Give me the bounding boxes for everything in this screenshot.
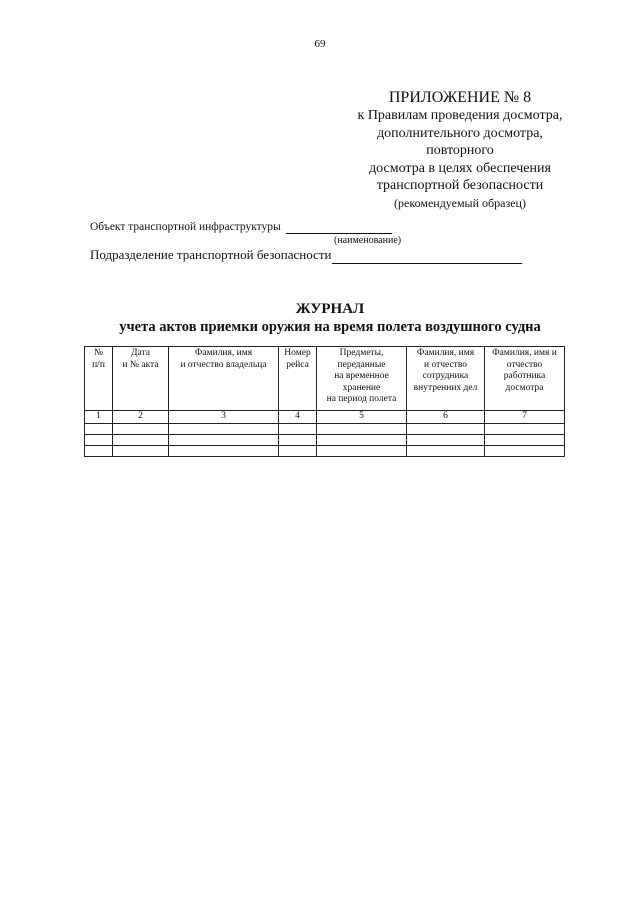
- header-cell: Номер рейса: [279, 347, 317, 411]
- security-division-label: Подразделение транспортной безопасности: [90, 247, 332, 262]
- table-row: [85, 423, 565, 434]
- table-cell[interactable]: [317, 445, 407, 456]
- infrastructure-object-label: Объект транспортной инфраструктуры: [90, 221, 281, 233]
- table-cell[interactable]: [279, 423, 317, 434]
- header-cell: Фамилия, имя и отчество работника досмотра: [485, 347, 565, 411]
- appendix-line: повторного: [426, 143, 494, 158]
- security-division-blank: [332, 247, 522, 264]
- table-cell[interactable]: [279, 434, 317, 445]
- register-table: [84, 346, 565, 457]
- column-number: 1: [85, 411, 113, 424]
- table-row: [85, 445, 565, 456]
- security-division-field: [90, 247, 522, 264]
- table-cell[interactable]: [113, 434, 169, 445]
- table-cell[interactable]: [317, 423, 407, 434]
- column-number: 6: [407, 411, 485, 424]
- table-cell[interactable]: [407, 434, 485, 445]
- appendix-note: (рекомендуемый образец): [394, 195, 526, 210]
- infrastructure-object-field: [90, 221, 392, 234]
- table-cell[interactable]: [407, 445, 485, 456]
- header-cell: Предметы, переданные на временное хранение на период полета: [317, 347, 407, 411]
- column-number: 3: [169, 411, 279, 424]
- table-cell[interactable]: [85, 434, 113, 445]
- table-cell[interactable]: [113, 445, 169, 456]
- header-cell: Фамилия, имя и отчество сотрудника внутренних дел: [407, 347, 485, 411]
- table-cell[interactable]: [407, 423, 485, 434]
- column-number: 5: [317, 411, 407, 424]
- column-number: 7: [485, 411, 565, 424]
- naming-caption: (наименование): [334, 235, 402, 246]
- table-cell[interactable]: [169, 445, 279, 456]
- table-cell[interactable]: [85, 445, 113, 456]
- table-cell[interactable]: [113, 423, 169, 434]
- appendix-line: дополнительного досмотра,: [377, 125, 543, 141]
- appendix-line: транспортной безопасности: [376, 178, 544, 193]
- column-number: 2: [113, 411, 169, 424]
- header-cell: № п/п: [85, 347, 113, 411]
- table-row: [85, 434, 565, 445]
- table-cell[interactable]: [317, 434, 407, 445]
- table-cell[interactable]: [485, 445, 565, 456]
- column-number: 4: [279, 411, 317, 424]
- column-number-row: [85, 411, 565, 424]
- table-cell[interactable]: [279, 445, 317, 456]
- table-cell[interactable]: [169, 423, 279, 434]
- table-cell[interactable]: [169, 434, 279, 445]
- infrastructure-object-blank: [286, 221, 392, 234]
- appendix-line: к Правилам проведения досмотра,: [357, 108, 563, 123]
- appendix-block: [330, 88, 590, 211]
- page-number: 69: [314, 38, 326, 50]
- appendix-line: досмотра в целях обеспечения: [369, 160, 551, 176]
- journal-title: ЖУРНАЛ: [295, 301, 365, 317]
- header-cell: Дата и № акта: [113, 347, 169, 411]
- header-cell: Фамилия, имя и отчество владельца: [169, 347, 279, 411]
- table-cell[interactable]: [85, 423, 113, 434]
- journal-subtitle: учета актов приемки оружия на время полета воздушного судна: [119, 319, 541, 335]
- table-header-row: [85, 347, 565, 411]
- appendix-title: ПРИЛОЖЕНИЕ № 8: [388, 89, 532, 106]
- table-cell[interactable]: [485, 434, 565, 445]
- table-cell[interactable]: [485, 423, 565, 434]
